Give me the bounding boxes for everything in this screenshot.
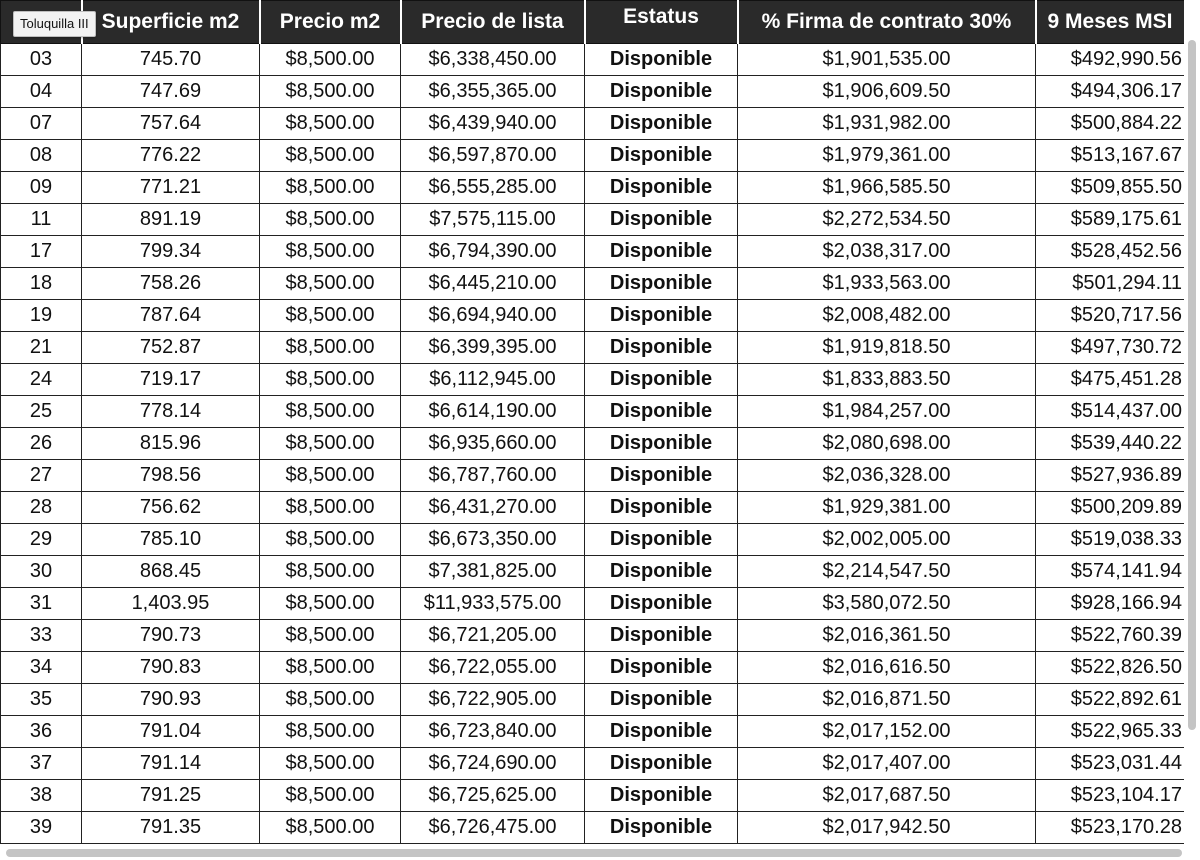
precio-lista-cell[interactable]: $6,399,395.00 bbox=[401, 332, 585, 364]
precio-lista-cell[interactable]: $7,575,115.00 bbox=[401, 204, 585, 236]
lot-cell[interactable]: 04 bbox=[1, 76, 82, 108]
superficie-cell[interactable]: 790.73 bbox=[82, 620, 260, 652]
status-cell[interactable]: Disponible bbox=[585, 460, 738, 492]
firma-contrato-cell[interactable]: $1,906,609.50 bbox=[738, 76, 1036, 108]
table-row bbox=[1, 748, 1185, 780]
status-cell[interactable]: Disponible bbox=[585, 268, 738, 300]
meses-msi-cell[interactable]: $523,170.28 bbox=[1036, 812, 1185, 844]
table-row bbox=[1, 812, 1185, 844]
precio-lista-cell[interactable]: $6,725,625.00 bbox=[401, 780, 585, 812]
lot-cell[interactable]: 21 bbox=[1, 332, 82, 364]
status-cell[interactable]: Disponible bbox=[585, 300, 738, 332]
table-row bbox=[1, 460, 1185, 492]
superficie-cell[interactable]: 719.17 bbox=[82, 364, 260, 396]
table-row bbox=[1, 684, 1185, 716]
superficie-cell[interactable]: 791.14 bbox=[82, 748, 260, 780]
precio-lista-cell[interactable]: $6,935,660.00 bbox=[401, 428, 585, 460]
precio-m2-cell[interactable]: $8,500.00 bbox=[260, 780, 401, 812]
meses-msi-cell[interactable]: $475,451.28 bbox=[1036, 364, 1185, 396]
precio-m2-cell[interactable]: $8,500.00 bbox=[260, 652, 401, 684]
precio-lista-cell[interactable]: $6,355,365.00 bbox=[401, 76, 585, 108]
precio-lista-cell[interactable]: $6,722,055.00 bbox=[401, 652, 585, 684]
precio-m2-cell[interactable]: $8,500.00 bbox=[260, 492, 401, 524]
table-row bbox=[1, 556, 1185, 588]
status-cell[interactable]: Disponible bbox=[585, 44, 738, 76]
precio-m2-cell[interactable]: $8,500.00 bbox=[260, 108, 401, 140]
firma-contrato-cell[interactable]: $1,931,982.00 bbox=[738, 108, 1036, 140]
table-row bbox=[1, 492, 1185, 524]
table-row bbox=[1, 300, 1185, 332]
precio-lista-column-header[interactable]: Precio de lista bbox=[401, 1, 585, 44]
precio-m2-cell[interactable]: $8,500.00 bbox=[260, 300, 401, 332]
table-row bbox=[1, 396, 1185, 428]
firma-contrato-cell[interactable]: $1,833,883.50 bbox=[738, 364, 1036, 396]
precio-m2-cell[interactable]: $8,500.00 bbox=[260, 44, 401, 76]
lot-cell[interactable]: 33 bbox=[1, 620, 82, 652]
status-cell[interactable]: Disponible bbox=[585, 204, 738, 236]
superficie-cell[interactable]: 790.83 bbox=[82, 652, 260, 684]
lot-cell[interactable]: 25 bbox=[1, 396, 82, 428]
firma-contrato-cell[interactable]: $2,080,698.00 bbox=[738, 428, 1036, 460]
precio-lista-cell[interactable]: $6,724,690.00 bbox=[401, 748, 585, 780]
precio-m2-cell[interactable]: $8,500.00 bbox=[260, 748, 401, 780]
meses-msi-cell[interactable]: $522,760.39 bbox=[1036, 620, 1185, 652]
status-cell[interactable]: Disponible bbox=[585, 524, 738, 556]
table-row bbox=[1, 332, 1185, 364]
status-cell[interactable]: Disponible bbox=[585, 556, 738, 588]
lot-cell[interactable]: 26 bbox=[1, 428, 82, 460]
table-row bbox=[1, 652, 1185, 684]
status-cell[interactable]: Disponible bbox=[585, 652, 738, 684]
table-row bbox=[1, 524, 1185, 556]
lot-cell[interactable]: 19 bbox=[1, 300, 82, 332]
precio-m2-cell[interactable]: $8,500.00 bbox=[260, 172, 401, 204]
firma-contrato-cell[interactable]: $2,008,482.00 bbox=[738, 300, 1036, 332]
lot-cell[interactable]: 29 bbox=[1, 524, 82, 556]
firma-contrato-cell[interactable]: $2,002,005.00 bbox=[738, 524, 1036, 556]
precio-m2-cell[interactable]: $8,500.00 bbox=[260, 236, 401, 268]
lot-cell[interactable]: 39 bbox=[1, 812, 82, 844]
status-cell[interactable]: Disponible bbox=[585, 332, 738, 364]
table-row bbox=[1, 428, 1185, 460]
status-cell[interactable]: Disponible bbox=[585, 236, 738, 268]
superficie-cell[interactable]: 868.45 bbox=[82, 556, 260, 588]
lot-cell[interactable]: 35 bbox=[1, 684, 82, 716]
status-cell[interactable]: Disponible bbox=[585, 172, 738, 204]
table-row bbox=[1, 780, 1185, 812]
firma-contrato-cell[interactable]: $1,929,381.00 bbox=[738, 492, 1036, 524]
status-cell[interactable]: Disponible bbox=[585, 780, 738, 812]
lot-cell[interactable]: 34 bbox=[1, 652, 82, 684]
superficie-cell[interactable]: 756.62 bbox=[82, 492, 260, 524]
precio-m2-cell[interactable]: $8,500.00 bbox=[260, 364, 401, 396]
precio-m2-cell[interactable]: $8,500.00 bbox=[260, 684, 401, 716]
superficie-cell[interactable]: 791.35 bbox=[82, 812, 260, 844]
precio-lista-cell[interactable]: $6,555,285.00 bbox=[401, 172, 585, 204]
status-cell[interactable]: Disponible bbox=[585, 396, 738, 428]
meses-msi-cell[interactable]: $589,175.61 bbox=[1036, 204, 1185, 236]
superficie-cell[interactable]: 1,403.95 bbox=[82, 588, 260, 620]
lot-cell[interactable]: 18 bbox=[1, 268, 82, 300]
meses-msi-cell[interactable]: $500,884.22 bbox=[1036, 108, 1185, 140]
lot-cell[interactable]: 07 bbox=[1, 108, 82, 140]
status-cell[interactable]: Disponible bbox=[585, 364, 738, 396]
table-row bbox=[1, 716, 1185, 748]
lot-cell[interactable]: 24 bbox=[1, 364, 82, 396]
table-row bbox=[1, 44, 1185, 76]
firma-contrato-cell[interactable]: $2,017,407.00 bbox=[738, 748, 1036, 780]
status-cell[interactable]: Disponible bbox=[585, 620, 738, 652]
superficie-cell[interactable]: 771.21 bbox=[82, 172, 260, 204]
precio-lista-cell[interactable]: $6,694,940.00 bbox=[401, 300, 585, 332]
precio-lista-cell[interactable]: $11,933,575.00 bbox=[401, 588, 585, 620]
superficie-cell[interactable]: 799.34 bbox=[82, 236, 260, 268]
precio-m2-cell[interactable]: $8,500.00 bbox=[260, 524, 401, 556]
precio-lista-cell[interactable]: $6,439,940.00 bbox=[401, 108, 585, 140]
superficie-column-header[interactable]: Superficie m2 bbox=[82, 1, 260, 44]
table-row bbox=[1, 268, 1185, 300]
firma-contrato-cell[interactable]: $3,580,072.50 bbox=[738, 588, 1036, 620]
meses-msi-cell[interactable]: $523,031.44 bbox=[1036, 748, 1185, 780]
status-cell[interactable]: Disponible bbox=[585, 716, 738, 748]
lot-cell[interactable]: 31 bbox=[1, 588, 82, 620]
precio-lista-cell[interactable]: $6,721,205.00 bbox=[401, 620, 585, 652]
table-row bbox=[1, 204, 1185, 236]
meses-msi-cell[interactable]: $513,167.67 bbox=[1036, 140, 1185, 172]
firma-contrato-cell[interactable]: $2,016,616.50 bbox=[738, 652, 1036, 684]
superficie-cell[interactable]: 757.64 bbox=[82, 108, 260, 140]
table-row bbox=[1, 140, 1185, 172]
precio-m2-column-header[interactable]: Precio m2 bbox=[260, 1, 401, 44]
status-cell[interactable]: Disponible bbox=[585, 492, 738, 524]
lot-cell[interactable]: 17 bbox=[1, 236, 82, 268]
superficie-cell[interactable]: 787.64 bbox=[82, 300, 260, 332]
lot-cell[interactable]: 28 bbox=[1, 492, 82, 524]
meses-msi-cell[interactable]: $522,892.61 bbox=[1036, 684, 1185, 716]
superficie-cell[interactable]: 785.10 bbox=[82, 524, 260, 556]
lot-cell[interactable]: 36 bbox=[1, 716, 82, 748]
precio-lista-cell[interactable]: $6,673,350.00 bbox=[401, 524, 585, 556]
table-body bbox=[1, 44, 1185, 844]
precio-lista-cell[interactable]: $6,787,760.00 bbox=[401, 460, 585, 492]
table-row bbox=[1, 364, 1185, 396]
status-cell[interactable]: Disponible bbox=[585, 684, 738, 716]
meses-msi-column-header[interactable]: 9 Meses MSI bbox=[1036, 1, 1185, 44]
superficie-cell[interactable]: 791.25 bbox=[82, 780, 260, 812]
meses-msi-cell[interactable]: $528,452.56 bbox=[1036, 236, 1185, 268]
precio-m2-cell[interactable]: $8,500.00 bbox=[260, 620, 401, 652]
estatus-column-header[interactable]: Estatus bbox=[585, 1, 738, 44]
table-row bbox=[1, 172, 1185, 204]
precio-m2-cell[interactable]: $8,500.00 bbox=[260, 332, 401, 364]
lot-cell[interactable]: 03 bbox=[1, 44, 82, 76]
firma-contrato-cell[interactable]: $1,901,535.00 bbox=[738, 44, 1036, 76]
precio-lista-cell[interactable]: $6,723,840.00 bbox=[401, 716, 585, 748]
table-row bbox=[1, 588, 1185, 620]
precio-lista-cell[interactable]: $7,381,825.00 bbox=[401, 556, 585, 588]
status-cell[interactable]: Disponible bbox=[585, 588, 738, 620]
precio-m2-cell[interactable]: $8,500.00 bbox=[260, 588, 401, 620]
meses-msi-cell[interactable]: $494,306.17 bbox=[1036, 76, 1185, 108]
superficie-cell[interactable]: 747.69 bbox=[82, 76, 260, 108]
meses-msi-cell[interactable]: $509,855.50 bbox=[1036, 172, 1185, 204]
meses-msi-cell[interactable]: $527,936.89 bbox=[1036, 460, 1185, 492]
meses-msi-cell[interactable]: $519,038.33 bbox=[1036, 524, 1185, 556]
table-row bbox=[1, 108, 1185, 140]
meses-msi-cell[interactable]: $522,965.33 bbox=[1036, 716, 1185, 748]
precio-m2-cell[interactable]: $8,500.00 bbox=[260, 716, 401, 748]
meses-msi-cell[interactable]: $501,294.11 bbox=[1036, 268, 1185, 300]
superficie-cell[interactable]: 790.93 bbox=[82, 684, 260, 716]
precio-lista-cell[interactable]: $6,431,270.00 bbox=[401, 492, 585, 524]
status-cell[interactable]: Disponible bbox=[585, 76, 738, 108]
meses-msi-cell[interactable]: $928,166.94 bbox=[1036, 588, 1185, 620]
precio-m2-cell[interactable]: $8,500.00 bbox=[260, 268, 401, 300]
precio-lista-cell[interactable]: $6,338,450.00 bbox=[401, 44, 585, 76]
precio-lista-cell[interactable]: $6,614,190.00 bbox=[401, 396, 585, 428]
status-cell[interactable]: Disponible bbox=[585, 108, 738, 140]
superficie-cell[interactable]: 891.19 bbox=[82, 204, 260, 236]
lot-cell[interactable]: 30 bbox=[1, 556, 82, 588]
firma-contrato-cell[interactable]: $1,919,818.50 bbox=[738, 332, 1036, 364]
firma-contrato-cell[interactable]: $2,017,687.50 bbox=[738, 780, 1036, 812]
precio-lista-cell[interactable]: $6,445,210.00 bbox=[401, 268, 585, 300]
precio-lista-cell[interactable]: $6,722,905.00 bbox=[401, 684, 585, 716]
superficie-cell[interactable]: 815.96 bbox=[82, 428, 260, 460]
status-cell[interactable]: Disponible bbox=[585, 428, 738, 460]
firma-contrato-cell[interactable]: $2,016,871.50 bbox=[738, 684, 1036, 716]
status-cell[interactable]: Disponible bbox=[585, 140, 738, 172]
firma-contrato-cell[interactable]: $1,933,563.00 bbox=[738, 268, 1036, 300]
firma-contrato-cell[interactable]: $1,966,585.50 bbox=[738, 172, 1036, 204]
superficie-cell[interactable]: 791.04 bbox=[82, 716, 260, 748]
firma-contrato-cell[interactable]: $2,017,942.50 bbox=[738, 812, 1036, 844]
superficie-cell[interactable]: 758.26 bbox=[82, 268, 260, 300]
precio-m2-cell[interactable]: $8,500.00 bbox=[260, 396, 401, 428]
superficie-cell[interactable]: 776.22 bbox=[82, 140, 260, 172]
horizontal-scrollbar-thumb[interactable] bbox=[6, 849, 1182, 857]
superficie-cell[interactable]: 745.70 bbox=[82, 44, 260, 76]
meses-msi-cell[interactable]: $520,717.56 bbox=[1036, 300, 1185, 332]
firma-contrato-cell[interactable]: $1,984,257.00 bbox=[738, 396, 1036, 428]
lot-cell[interactable]: 08 bbox=[1, 140, 82, 172]
lot-cell[interactable]: 27 bbox=[1, 460, 82, 492]
firma-contrato-cell[interactable]: $2,016,361.50 bbox=[738, 620, 1036, 652]
table-row bbox=[1, 236, 1185, 268]
meses-msi-cell[interactable]: $514,437.00 bbox=[1036, 396, 1185, 428]
meses-msi-cell[interactable]: $574,141.94 bbox=[1036, 556, 1185, 588]
lot-cell[interactable]: 11 bbox=[1, 204, 82, 236]
meses-msi-cell[interactable]: $522,826.50 bbox=[1036, 652, 1185, 684]
header-row bbox=[1, 1, 1185, 44]
precio-lista-cell[interactable]: $6,794,390.00 bbox=[401, 236, 585, 268]
vertical-scrollbar-thumb[interactable] bbox=[1188, 40, 1196, 730]
status-cell[interactable]: Disponible bbox=[585, 748, 738, 780]
firma-contrato-cell[interactable]: $2,017,152.00 bbox=[738, 716, 1036, 748]
precio-m2-cell[interactable]: $8,500.00 bbox=[260, 204, 401, 236]
meses-msi-cell[interactable]: $497,730.72 bbox=[1036, 332, 1185, 364]
precio-m2-cell[interactable]: $8,500.00 bbox=[260, 812, 401, 844]
sheet-name-tab[interactable]: Toluquilla III bbox=[13, 11, 96, 37]
meses-msi-cell[interactable]: $500,209.89 bbox=[1036, 492, 1185, 524]
precio-m2-cell[interactable]: $8,500.00 bbox=[260, 140, 401, 172]
meses-msi-cell[interactable]: $523,104.17 bbox=[1036, 780, 1185, 812]
precio-lista-cell[interactable]: $6,112,945.00 bbox=[401, 364, 585, 396]
table-row bbox=[1, 620, 1185, 652]
lot-cell[interactable]: 37 bbox=[1, 748, 82, 780]
firma-contrato-cell[interactable]: $2,272,534.50 bbox=[738, 204, 1036, 236]
precio-lista-cell[interactable]: $6,597,870.00 bbox=[401, 140, 585, 172]
precio-m2-cell[interactable]: $8,500.00 bbox=[260, 460, 401, 492]
firma-contrato-cell[interactable]: $2,036,328.00 bbox=[738, 460, 1036, 492]
firma-contrato-column-header[interactable]: % Firma de contrato 30% bbox=[738, 1, 1036, 44]
precio-m2-cell[interactable]: $8,500.00 bbox=[260, 556, 401, 588]
status-cell[interactable]: Disponible bbox=[585, 812, 738, 844]
precio-lista-cell[interactable]: $6,726,475.00 bbox=[401, 812, 585, 844]
meses-msi-cell[interactable]: $539,440.22 bbox=[1036, 428, 1185, 460]
precio-m2-cell[interactable]: $8,500.00 bbox=[260, 76, 401, 108]
superficie-cell[interactable]: 798.56 bbox=[82, 460, 260, 492]
lot-cell[interactable]: 09 bbox=[1, 172, 82, 204]
lot-cell[interactable]: 38 bbox=[1, 780, 82, 812]
superficie-cell[interactable]: 752.87 bbox=[82, 332, 260, 364]
firma-contrato-cell[interactable]: $2,214,547.50 bbox=[738, 556, 1036, 588]
precio-m2-cell[interactable]: $8,500.00 bbox=[260, 428, 401, 460]
table-row bbox=[1, 76, 1185, 108]
firma-contrato-cell[interactable]: $1,979,361.00 bbox=[738, 140, 1036, 172]
meses-msi-cell[interactable]: $492,990.56 bbox=[1036, 44, 1185, 76]
firma-contrato-cell[interactable]: $2,038,317.00 bbox=[738, 236, 1036, 268]
superficie-cell[interactable]: 778.14 bbox=[82, 396, 260, 428]
